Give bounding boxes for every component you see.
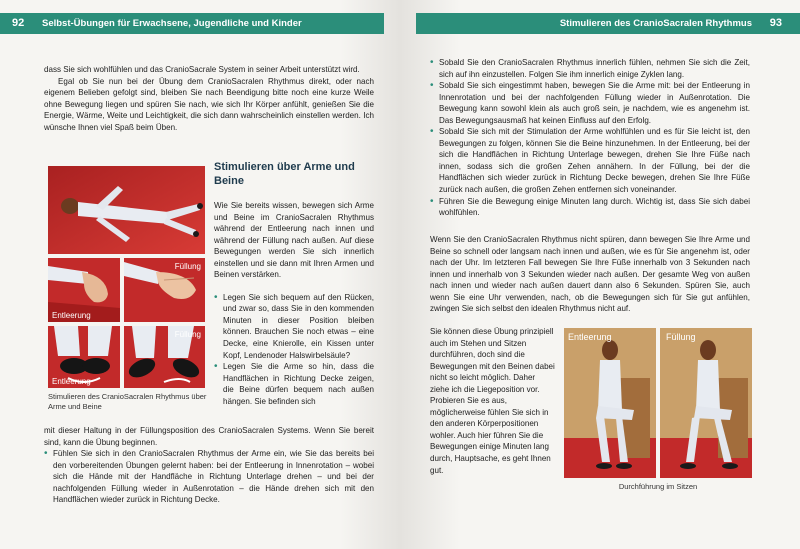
- left-lower-text: [44, 425, 374, 506]
- bullet-item: • Sobald Sie sich eingestimmt haben, bewegen Sie die Arme mit: bei der Entleerung in Innenrotation und bei der nachfolgenden Füllung wieder in Außenrotation. Die Bewegung kann sowohl klein als auch groß sein, je nachdem, wie es angenehm ist. Das Bewegungsausmaß hat keinen Einfluss auf den Erfolg.: [430, 80, 750, 126]
- right-page-number: 93: [769, 17, 782, 29]
- clock-paragraph: Wenn Sie den CranioSacralen Rhythmus nicht spüren, dann bewegen Sie Ihre Arme und Beine so schnell oder langsam nach innen und außen, wie es für Sie angenehm ist, oder nach der Uhr. Im letzteren Fall bewegen Sie Ihre Füße innerhalb von 3 Sekunden nach innen und innerhalb von 3 Sekunden wieder nach außen. Der gesamte Weg von außen nach innen und wieder nach außen dauert dann also 6 Sekunden. Spüren Sie, auch wenn Sie eine Uhr verwenden, nach, ob die Bewegungen sich für Sie gut anfühlen, zwingen Sie sich selbst den idealen Rhythmus nicht auf.: [430, 235, 750, 314]
- right-bullet-list: [430, 57, 750, 219]
- side-paragraph: Sie können diese Übung prinzipiell auch im Stehen und Sitzen durchführen, doch sind die Bewegungen mit den Beinen dabei nicht so leicht möglich. Daher ziehe ich die Liegeposition vor. Probieren Sie es aus, möglicherweise fühlen Sie sich in den anderen Körperpositionen wohler. Auch hier führen Sie die Bewegungen einige Minuten lang durch, Hauptsache, es geht Ihnen gut.: [430, 327, 555, 475]
- intro-paragraph-1: dass Sie sich wohlfühlen und das CranioSacrale System in seiner Arbeit unterstützt wird.: [44, 65, 360, 74]
- label-entleerung-1: Entleerung: [52, 311, 91, 320]
- bullet-item: • Legen Sie die Arme so hin, dass die Handflächen in Richtung Decke zeigen, die Beine dürfen bequem nach außen hängen. Sie befinden sich: [214, 361, 374, 407]
- label-entleerung-2: Entleerung: [52, 377, 91, 386]
- narrow-bullet-list: [214, 292, 374, 407]
- right-side-text: [430, 326, 556, 476]
- label-fuellung-2: Füllung: [174, 330, 201, 339]
- left-intro-text: [44, 64, 374, 133]
- section-heading: Stimulieren über Arme und Beine: [214, 161, 355, 187]
- photo-sitting-fuellung: [660, 328, 752, 478]
- bullet-item: • Sobald Sie sich mit der Stimulation der Arme wohlfühlen und es für Sie leicht ist, den Bewegungen zu folgen, können Sie die Beine hinzunehmen. In der Entleerung, bei der sich die Handflächen in Richtung Unterlage bewegen, drehen Sie Ihre Füße nach innen, sodass sich die großen Zehen annähern. In der Füllung, bei der die Handflächen sich wieder zurück in Richtung Decke bewegen, drehen Sie Ihre Füße zurück nach außen, die großen Zehen entfernen sich voneinander.: [430, 126, 750, 195]
- right-running-head: Stimulieren des CranioSacralen Rhythmus: [559, 18, 752, 29]
- bullet-item: • Legen Sie sich bequem auf den Rücken, und zwar so, dass Sie in den kommenden Minuten in dieser Position bleiben können. Brauchen Sie noch etwas – eine Decke, eine Knierolle, ein Kissen unter Kopf, Lendenoder Halswirbelsäule?: [214, 292, 374, 361]
- full-bullet-list: [44, 448, 374, 506]
- right-running-header: [416, 13, 800, 34]
- bullet-continuation: mit dieser Haltung in der Füllungsposition des CranioSacralen Systems. Wenn Sie bereit sind, kann die Übung beginnen.: [44, 426, 374, 447]
- section-intro-paragraph: Wie Sie bereits wissen, bewegen sich Arme und Beine im CranioSacralen Rhythmus während der Entleerung nach innen und während der Füllung nach außen. Auf diese Bewegungen werden Sie sich innerlich einstellen und sie dann mit Ihren Armen und Beinen verstärken.: [214, 201, 374, 280]
- left-running-head: Selbst-Übungen für Erwachsene, Jugendliche und Kinder: [42, 18, 302, 29]
- photo-feet-inward: [48, 326, 120, 388]
- intro-paragraph-2: Egal ob Sie nun bei der Übung dem CranioSacralen Rhythmus direkt, oder nach eigenem Belieben gefolgt sind, bleiben Sie nach Beendigung bitte noch eine kurze Weile ohne Bewegung liegen und spüren Sie nach, wie sich Ihr Körper anfühlt, genießen Sie die Energie, Wärme, Weite und Leichtigkeit, die sich dann wahrscheinlich einstellen werden. Ich wünsche Ihnen viel Spaß beim Üben.: [44, 76, 374, 132]
- label-sitting-entleerung: Entleerung: [568, 332, 612, 342]
- left-page-number: 92: [12, 17, 25, 29]
- bullet-item: • Fühlen Sie sich in den CranioSacralen Rhythmus der Arme ein, wie Sie das bereits bei den vorbereitenden Übungen gelernt haben: bei der Entleerung in Innenrotation – wobei sich die Hände mit der Handfläche in Richtung Unterlage drehen – und bei der nachfolgenden Füllung wieder in Außenrotation – die Hände drehen sich mit den Handflächen wieder zurück in Richtung Decke.: [44, 448, 374, 506]
- right-bullets: [430, 57, 750, 219]
- bullet-item: • Sobald Sie den CranioSacralen Rhythmus innerlich fühlen, nehmen Sie sich die Zeit, sich auf ihn einzustellen. Folgen Sie ihm innerlich einige Zyklen lang.: [430, 57, 750, 80]
- right-page: [400, 0, 800, 549]
- photo-hand-outward: [124, 258, 205, 322]
- label-fuellung-1: Füllung: [174, 262, 201, 271]
- right-photo-caption: Durchführung im Sitzen: [618, 482, 698, 491]
- right-paragraph: [430, 234, 750, 315]
- photo-lying-figure: [48, 166, 205, 254]
- photo-hand-inward: [48, 258, 120, 322]
- bullet-item: • Führen Sie die Bewegung einige Minuten lang durch. Wichtig ist, dass Sie sich dabei wohlfühlen.: [430, 196, 750, 219]
- left-photo-caption: Stimulieren des CranioSacralen Rhythmus über Arme und Beine: [48, 392, 207, 411]
- left-running-header: [0, 13, 384, 34]
- section-intro: [214, 200, 374, 407]
- photo-feet-outward: [124, 326, 205, 388]
- photo-sitting-entleerung: [564, 328, 656, 478]
- label-sitting-fuellung: Füllung: [666, 332, 696, 342]
